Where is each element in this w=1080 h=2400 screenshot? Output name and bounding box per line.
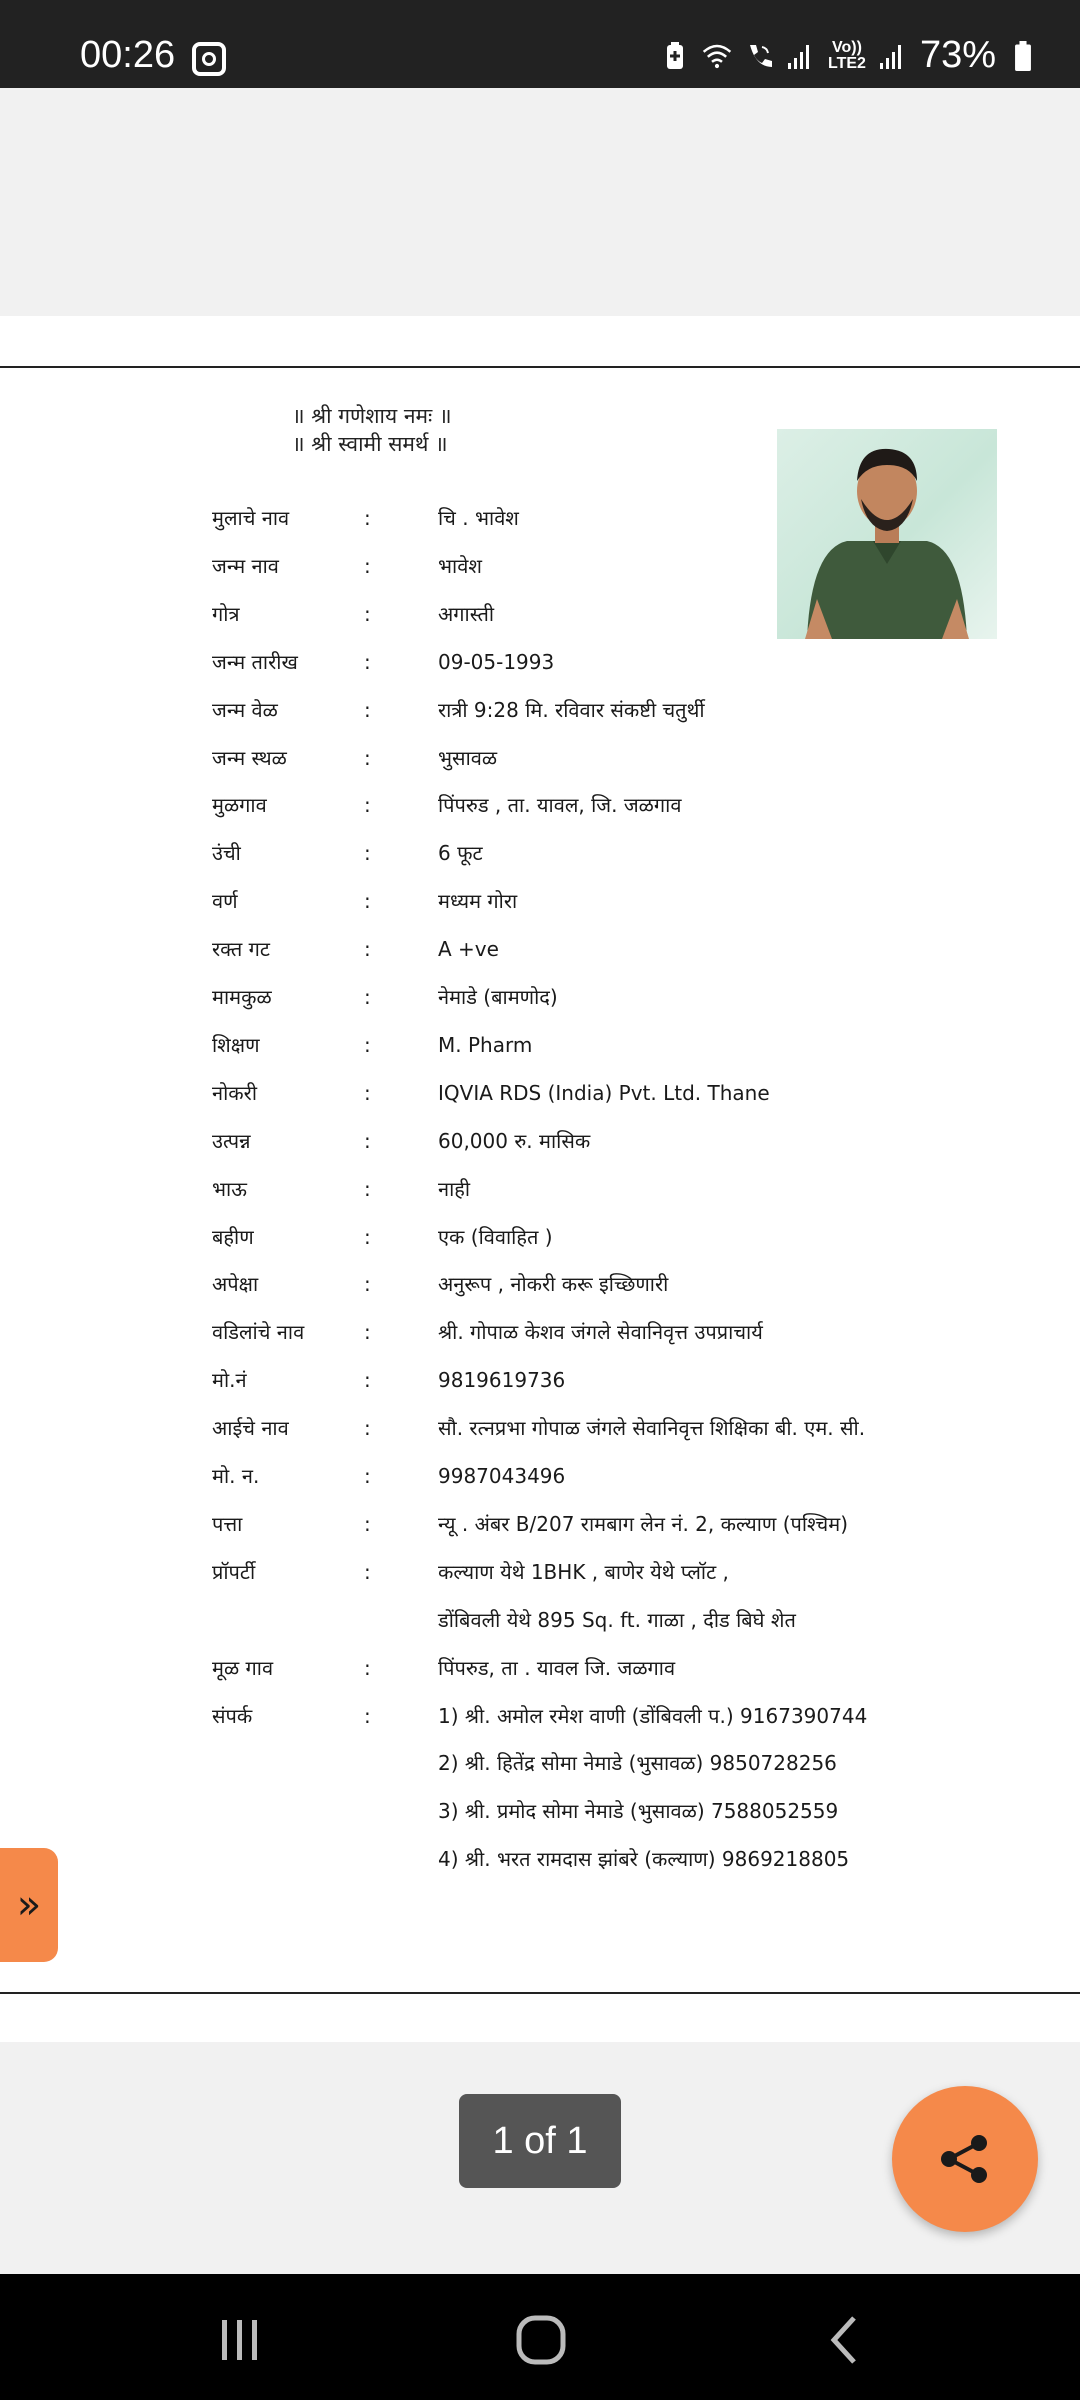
detail-value: IQVIA RDS (India) Pvt. Ltd. Thane <box>438 1080 770 1105</box>
detail-value: पिंपरुड , ता. यावल, जि. जळगाव <box>438 793 682 818</box>
battery-icon <box>1008 41 1038 71</box>
detail-colon: : <box>364 601 371 626</box>
battery-saver-icon <box>660 41 690 71</box>
detail-value: सौ. रत्नप्रभा गोपाळ जंगले सेवानिवृत्त शिक्षिका बी. एम. सी. <box>438 1416 866 1441</box>
detail-colon: : <box>364 506 371 530</box>
detail-label: मुळगाव <box>212 793 267 818</box>
page-border-top <box>0 366 1080 368</box>
detail-colon: : <box>364 649 371 674</box>
detail-value: 6 फूट <box>438 841 483 866</box>
detail-colon: : <box>364 841 371 866</box>
wifi-call-icon <box>744 41 774 71</box>
heading-line-2: ॥ श्री स्वामी समर्थ ॥ <box>292 432 448 456</box>
lte-bottom-label: LTE2 <box>828 54 866 72</box>
detail-colon: : <box>364 1272 371 1297</box>
status-icons <box>660 34 1038 77</box>
detail-value: एक (विवाहित ) <box>438 1224 553 1249</box>
detail-colon: : <box>364 745 371 770</box>
detail-value: न्यू . अंबर B/207 रामबाग लेन नं. 2, कल्याण (पश्चिम) <box>438 1511 849 1536</box>
detail-colon: : <box>364 697 371 722</box>
detail-label: आईचे नाव <box>212 1416 289 1441</box>
detail-label: मूळ गाव <box>212 1655 274 1680</box>
document-page <box>0 316 1080 2042</box>
detail-colon: : <box>364 1224 371 1249</box>
battery-percentage: 73% <box>919 34 996 76</box>
detail-colon: : <box>364 1655 371 1680</box>
detail-label: गोत्र <box>212 601 240 626</box>
detail-colon: : <box>364 1320 371 1345</box>
detail-value: डोंबिवली येथे 895 Sq. ft. गाळा , दीड बिघे शेत <box>438 1607 796 1632</box>
signal-icon <box>878 41 908 71</box>
detail-colon: : <box>364 1559 371 1584</box>
detail-value: कल्याण येथे 1BHK , बाणेर येथे प्लॉट , <box>438 1559 729 1584</box>
detail-label: जन्म स्थळ <box>212 745 287 770</box>
detail-value: 09-05-1993 <box>438 649 555 674</box>
detail-label: मो. न. <box>212 1464 260 1488</box>
detail-value: 9987043496 <box>438 1464 566 1488</box>
detail-colon: : <box>364 1176 371 1201</box>
person-photo-icon <box>777 429 997 639</box>
status-time: 00:26 <box>80 34 176 76</box>
detail-label: अपेक्षा <box>212 1272 259 1297</box>
detail-colon: : <box>364 1703 371 1728</box>
detail-value: नाही <box>438 1176 471 1201</box>
detail-label: जन्म वेळ <box>212 697 278 722</box>
detail-colon: : <box>364 1032 371 1057</box>
detail-colon: : <box>364 553 371 578</box>
document-heading <box>292 402 452 458</box>
detail-label: पत्ता <box>212 1511 243 1536</box>
profile-photo <box>777 429 997 639</box>
detail-colon: : <box>364 793 371 818</box>
detail-label: प्रॉपर्टी <box>212 1559 256 1584</box>
detail-value: अगास्ती <box>438 601 495 626</box>
detail-label: भाऊ <box>212 1176 247 1201</box>
detail-label: मो.नं <box>212 1368 247 1393</box>
detail-value: 60,000 रु. मासिक <box>438 1128 591 1153</box>
detail-value: अनुरूप , नोकरी करू इच्छिणारी <box>438 1272 669 1297</box>
lte-indicator <box>828 40 866 72</box>
detail-value: 9819619736 <box>438 1368 566 1393</box>
detail-label: मुलाचे नाव <box>212 506 290 530</box>
signal-icon <box>786 41 816 71</box>
detail-label: बहीण <box>212 1224 254 1249</box>
instagram-icon <box>192 42 226 76</box>
system-nav-bar <box>0 2274 1080 2400</box>
heading-line-1: ॥ श्री गणेशाय नमः ॥ <box>292 404 452 428</box>
detail-colon: : <box>364 1511 371 1536</box>
detail-value: मध्यम गोरा <box>438 889 518 914</box>
detail-value: 4) श्री. भरत रामदास झांबरे (कल्याण) 9869218805 <box>438 1847 850 1872</box>
detail-value: M. Pharm <box>438 1032 533 1057</box>
detail-value: रात्री 9:28 मि. रविवार संकष्टी चतुर्थी <box>438 697 705 722</box>
detail-value: 1) श्री. अमोल रमेश वाणी (डोंबिवली प.) 9167390744 <box>438 1703 868 1728</box>
recents-icon[interactable] <box>210 2312 270 2368</box>
detail-label: जन्म नाव <box>212 553 279 578</box>
detail-value: नेमाडे (बामणोद) <box>438 985 558 1009</box>
detail-label: संपर्क <box>212 1703 253 1728</box>
detail-colon: : <box>364 1368 371 1393</box>
expand-panel-button[interactable]: » <box>0 1848 58 1962</box>
share-icon <box>935 2129 995 2189</box>
detail-value: 3) श्री. प्रमोद सोमा नेमाडे (भुसावळ) 7588052559 <box>438 1799 839 1824</box>
detail-label: जन्म तारीख <box>212 649 298 674</box>
detail-label: रक्त गट <box>212 937 270 962</box>
detail-colon: : <box>364 1416 371 1441</box>
detail-label: वडिलांचे नाव <box>212 1320 305 1345</box>
detail-colon: : <box>364 1080 371 1105</box>
detail-label: शिक्षण <box>212 1032 260 1057</box>
detail-value: भावेश <box>438 553 482 578</box>
wifi-icon <box>702 41 732 71</box>
detail-label: मामकुळ <box>212 985 272 1009</box>
detail-colon: : <box>364 937 371 962</box>
detail-colon: : <box>364 889 371 914</box>
detail-value: 2) श्री. हितेंद्र सोमा नेमाडे (भुसावळ) 9850728256 <box>438 1751 837 1776</box>
detail-colon: : <box>364 1464 371 1488</box>
detail-value: भुसावळ <box>438 745 498 770</box>
detail-label: वर्ण <box>212 889 238 914</box>
lte-top-label: Vo)) <box>832 38 862 56</box>
page-border-bottom <box>0 1992 1080 1994</box>
detail-value: श्री. गोपाळ केशव जंगले सेवानिवृत्त उपप्राचार्य <box>438 1320 763 1345</box>
detail-value: A +ve <box>438 937 499 962</box>
status-bar <box>0 0 1080 88</box>
home-icon[interactable] <box>511 2312 571 2368</box>
back-icon[interactable] <box>816 2312 876 2368</box>
detail-value: चि . भावेश <box>438 506 519 530</box>
detail-colon: : <box>364 985 371 1009</box>
page-indicator: 1 of 1 <box>459 2094 621 2188</box>
detail-value: पिंपरुड, ता . यावल जि. जळगाव <box>438 1655 676 1680</box>
share-button[interactable] <box>892 2086 1038 2232</box>
detail-label: नोकरी <box>212 1080 257 1105</box>
detail-label: उंची <box>212 841 241 866</box>
detail-colon: : <box>364 1128 371 1153</box>
detail-label: उत्पन्न <box>212 1128 251 1153</box>
